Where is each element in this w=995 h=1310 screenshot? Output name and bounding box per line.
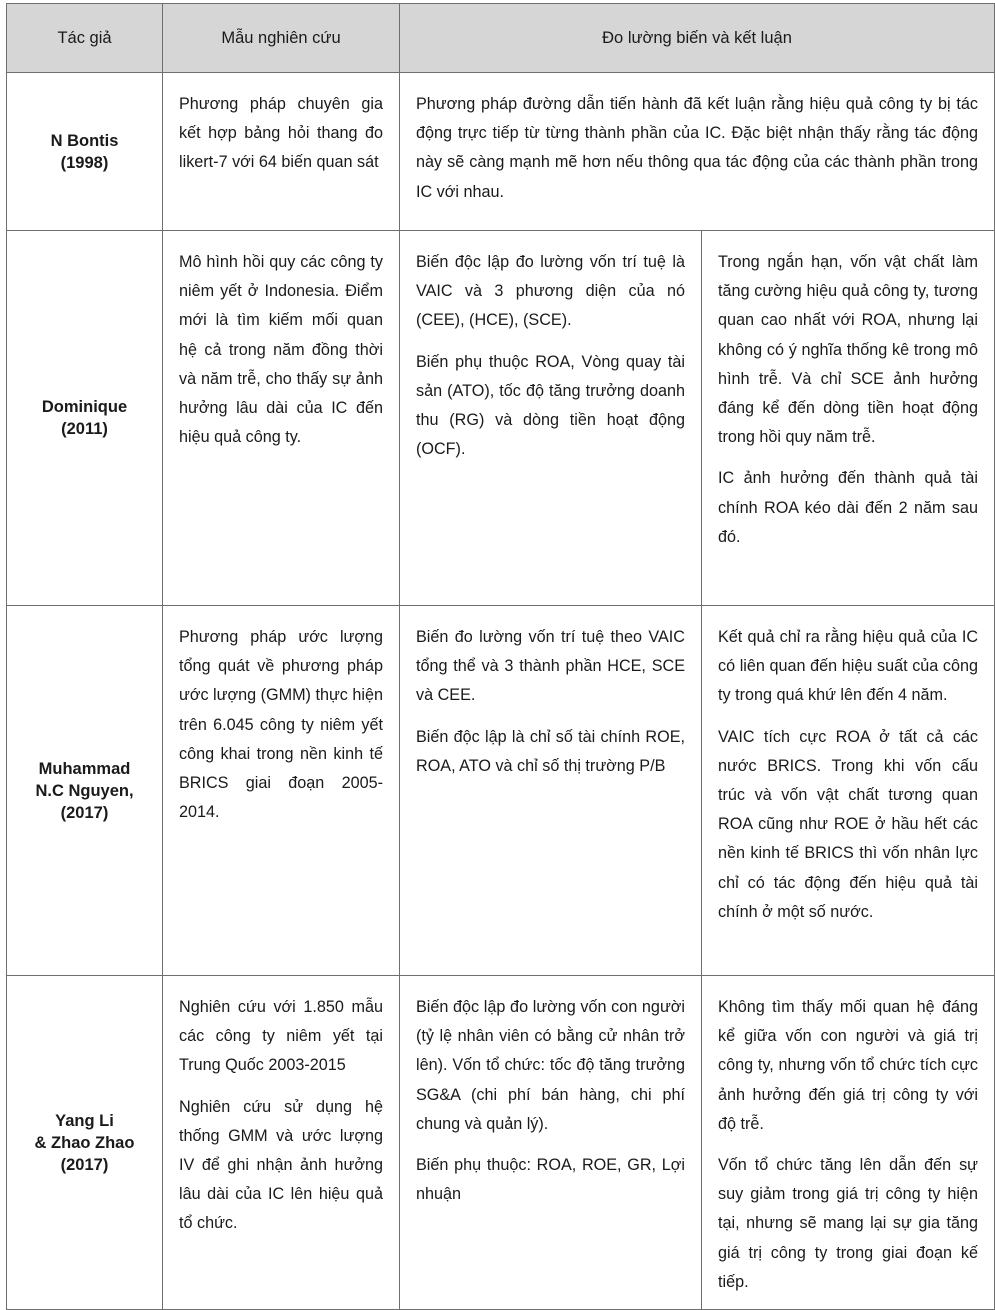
conclusion-text: Không tìm thấy mối quan hệ đáng kể giữa vốn con người và giá trị công ty, nhưng vốn tổ chức tích cực ảnh hưởng đến giá trị công ty với độ trễ.: [718, 998, 979, 1133]
author-year: (2017): [60, 1155, 109, 1174]
conclusion-text: Kết quả chỉ ra rằng hiệu quả của IC có liên quan đến hiệu suất của công ty trong quá khứ lên đến 4 năm.: [718, 628, 979, 705]
author-name: Dominique: [41, 398, 128, 416]
conclusion-text: Vốn tổ chức tăng lên dẫn đến sự suy giảm trong giá trị công ty hiện tại, nhưng sẽ mang lại sự gia tăng giá trị công ty trong giai đoạn kế tiếp.: [718, 1156, 979, 1291]
sample-text: Phương pháp ước lượng tổng quát về phương pháp ước lượng (GMM) thực hiện trên 6.045 công ty niêm yết công khai trong nền kinh tế BRICS giai đoạn 2005-2014.: [179, 628, 383, 822]
measure-text: Biến phụ thuộc: ROA, ROE, GR, Lợi nhuận: [416, 1156, 685, 1204]
author-name: Yang Li: [55, 1111, 114, 1130]
conclusion-text: Phương pháp đường dẫn tiến hành đã kết luận rằng hiệu quả công ty bị tác động trực tiếp từ từng thành phần của IC. Đặc biệt nhận thấy rằng tác động này sẽ càng mạnh mẽ hơn nếu thông qua tác động của các thành phần trong IC với nhau.: [416, 95, 979, 201]
sample-text: Nghiên cứu với 1.850 mẫu các công ty niêm yết tại Trung Quốc 2003-2015: [179, 998, 383, 1075]
author-cell: [7, 976, 163, 1310]
measure-text: Biến độc lập đo lường vốn trí tuệ là VAIC và 3 phương diện của nó (CEE), (HCE), (SCE).: [416, 253, 685, 330]
measure-cell: [400, 976, 702, 1310]
literature-review-table-page: [6, 3, 994, 1310]
sample-cell: [163, 976, 400, 1310]
author-name: & Zhao Zhao: [34, 1133, 135, 1152]
table-row: [7, 606, 995, 976]
conclusion-cell: [702, 231, 995, 606]
measure-conclusion-cell: [400, 73, 995, 231]
table-row: [7, 976, 995, 1310]
author-year: (1998): [60, 153, 109, 172]
author-cell: [7, 73, 163, 231]
author-name: N.C Nguyen,: [35, 781, 134, 800]
conclusion-text: IC ảnh hưởng đến thành quả tài chính ROA kéo dài đến 2 năm sau đó.: [718, 469, 979, 546]
table-row: [7, 73, 995, 231]
sample-text: Phương pháp chuyên gia kết hợp bảng hỏi thang đo likert-7 với 64 biến quan sát: [179, 95, 383, 172]
sample-text: Nghiên cứu sử dụng hệ thống GMM và ước lượng IV để ghi nhận ảnh hưởng lâu dài của IC lên hiệu quả tổ chức.: [179, 1097, 383, 1233]
measure-text: Biến độc lập đo lường vốn con người (tỷ lệ nhân viên có bằng cử nhân trở lên). Vốn tổ chức: tốc độ tăng trưởng SG&A (chi phí bán hàng, chi phí chung và quản lý).: [416, 998, 685, 1133]
measure-text: Biến độc lập là chỉ số tài chính ROE, ROA, ATO và chỉ số thị trường P/B: [416, 727, 685, 775]
header-measure-conclusion: Đo lường biến và kết luận: [400, 4, 995, 73]
header-author: Tác giả: [7, 4, 163, 73]
author-year: (2011): [61, 420, 108, 438]
author-name: N Bontis: [50, 131, 119, 150]
measure-text: Biến đo lường vốn trí tuệ theo VAIC tổng thể và 3 thành phần HCE, SCE và CEE.: [416, 628, 685, 705]
sample-cell: [163, 606, 400, 976]
table-header-row: [7, 4, 995, 73]
sample-cell: [163, 231, 400, 606]
conclusion-text: VAIC tích cực ROA ở tất cả các nước BRICS. Trong khi vốn cấu trúc và vốn vật chất tương quan ROA cũng như ROE ở hầu hết các nền kinh tế BRICS thì vốn nhân lực chỉ có tác động đến hiệu quả tài chính ở một số nước.: [718, 727, 979, 921]
author-name: Muhammad: [38, 759, 131, 778]
header-sample: Mẫu nghiên cứu: [163, 4, 400, 73]
author-year: (2017): [60, 803, 109, 822]
measure-text: Biến phụ thuộc ROA, Vòng quay tài sản (ATO), tốc độ tăng trưởng doanh thu (RG) và dòng tiền hoạt động (OCF).: [416, 352, 685, 459]
sample-text: Mô hình hồi quy các công ty niêm yết ở Indonesia. Điểm mới là tìm kiếm mối quan hệ cả trong năm đồng thời và năm trễ, cho thấy sự ảnh hưởng lâu dài của IC đến hiệu quả công ty.: [179, 253, 383, 447]
literature-review-table: [6, 3, 995, 1310]
conclusion-cell: [702, 606, 995, 976]
table-row: [7, 231, 995, 606]
conclusion-text: Trong ngắn hạn, vốn vật chất làm tăng cường hiệu quả công ty, tương quan cao nhất với ROA, nhưng lại không có ý nghĩa thống kê trong mô hình trễ. Và chỉ SCE ảnh hưởng đáng kể đến dòng tiền hoạt động trong hồi quy năm trễ.: [718, 253, 979, 447]
conclusion-cell: [702, 976, 995, 1310]
sample-cell: [163, 73, 400, 231]
author-cell: [7, 231, 163, 606]
author-cell: [7, 606, 163, 976]
measure-cell: [400, 231, 702, 606]
measure-cell: [400, 606, 702, 976]
